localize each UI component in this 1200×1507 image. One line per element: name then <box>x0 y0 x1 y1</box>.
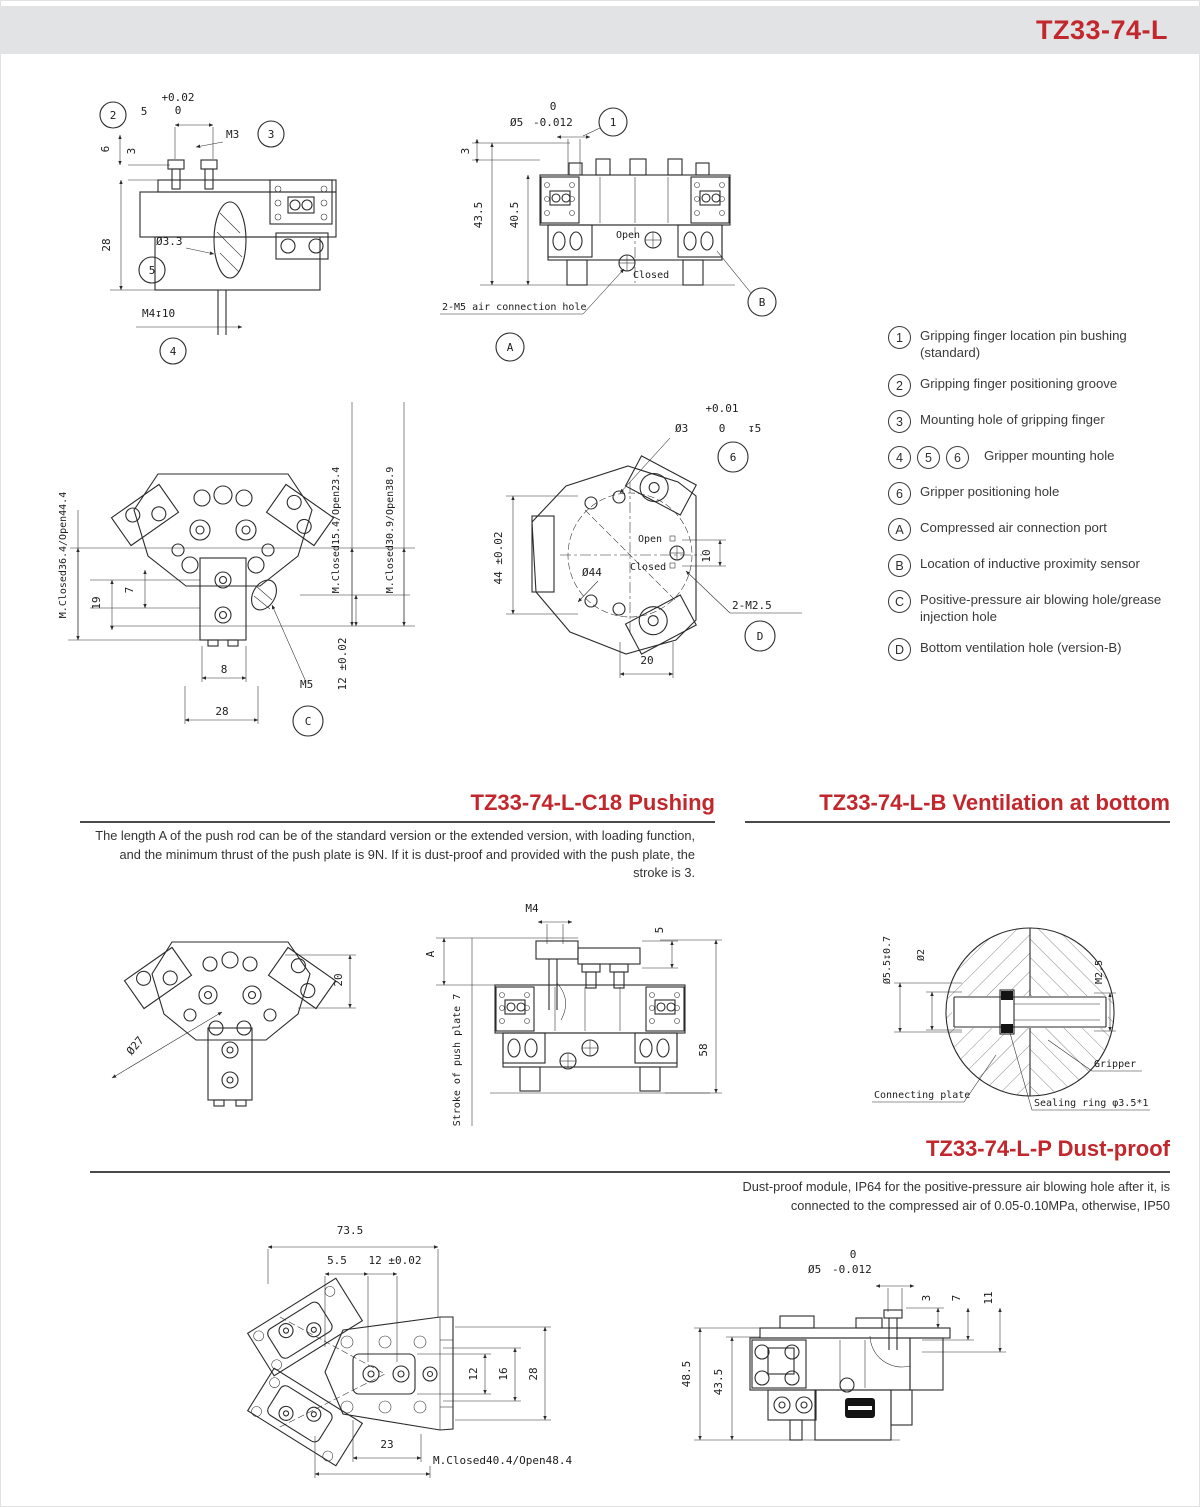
dim-m3: M3 <box>226 128 240 141</box>
label-connecting-plate: Connecting plate <box>874 1090 971 1101</box>
dim-dia5: Ø5 <box>808 1263 822 1276</box>
legend-item <box>888 484 1188 505</box>
dim-43-5: 43.5 <box>712 1368 725 1396</box>
dim-3: 3 <box>125 147 138 155</box>
callout-1: 1 <box>609 116 617 129</box>
label-stroke-push-plate: Stroke of push plate 7 <box>452 993 463 1127</box>
dim-tol-minus: -0.012 <box>832 1263 872 1276</box>
legend-badge: C <box>888 590 911 613</box>
legend-text: Gripping finger positioning groove <box>920 376 1118 391</box>
dim-m4: M4 <box>525 902 539 915</box>
dim-43-5: 43.5 <box>472 201 485 229</box>
legend-text: Gripping finger location pin bushing (standard) <box>920 328 1127 360</box>
label-stroke-right-2: M.Closed30.9/Open38.9 <box>385 466 396 594</box>
legend-item <box>888 640 1188 661</box>
title-banner <box>0 6 1200 54</box>
dustproof-rule <box>90 1171 1170 1173</box>
callout-4: 4 <box>169 345 177 358</box>
callout-B: B <box>758 296 766 309</box>
dim-28: 28 <box>215 705 229 718</box>
legend-item <box>888 412 1188 433</box>
dim-dia5: Ø5 <box>510 116 524 129</box>
dim-44-tol: 44 ±0.02 <box>492 531 505 585</box>
dim-tol-minus: -0.012 <box>533 116 573 129</box>
legend-item <box>888 592 1188 625</box>
dim-5-5: 5.5 <box>327 1254 347 1267</box>
dim-20: 20 <box>332 973 345 987</box>
dim-dia27: Ø27 <box>123 1033 147 1058</box>
heading-pushing: TZ33-74-L-C18 Pushing <box>80 790 715 823</box>
dim-dia5-5-depth: Ø5.5↧0.7 <box>882 935 893 985</box>
callout-6: 6 <box>729 451 737 464</box>
legend-text: Bottom ventilation hole (version-B) <box>920 640 1122 655</box>
legend-item <box>888 376 1188 397</box>
dim-28: 28 <box>100 238 113 252</box>
callout-D: D <box>756 630 764 643</box>
legend <box>888 328 1188 676</box>
dim-8: 8 <box>220 663 228 676</box>
dim-m5: M5 <box>300 678 314 691</box>
drawing-dustproof-top <box>225 1222 615 1507</box>
dim-28: 28 <box>527 1367 540 1381</box>
dim-a: A <box>424 950 437 958</box>
dim-11: 11 <box>982 1291 995 1305</box>
legend-badge: 3 <box>888 410 911 433</box>
legend-text: Gripper positioning hole <box>920 484 1060 499</box>
dim-23: 23 <box>380 1438 394 1451</box>
label-gripper: Gripper <box>1094 1059 1137 1070</box>
paragraph-pushing: The length A of the push rod can be of the standard version or the extended version, with loading function, and the minimum thrust of the push plate is 9N. If it is dust-proof and provided with the push plate, the stroke is 3. <box>95 828 695 881</box>
dim-tol-zero: 0 <box>174 104 182 117</box>
dim-tol-zero: 0 <box>549 100 557 113</box>
dim-dia44: Ø44 <box>582 566 602 579</box>
dim-16: 16 <box>497 1367 510 1381</box>
paragraph-dustproof: Dust-proof module, IP64 for the positive-pressure air blowing hole after it, is connected to the compressed air of 0.05-0.10MPa, otherwise, IP50 <box>742 1179 1170 1213</box>
legend-badge: 6 <box>946 446 969 469</box>
label-sealing-ring: Sealing ring φ3.5*1 <box>1034 1098 1149 1109</box>
label-closed: Closed <box>633 270 670 281</box>
dim-58: 58 <box>697 1043 710 1057</box>
legend-item <box>888 448 1188 469</box>
legend-item <box>888 556 1188 577</box>
drawing-pushing-front <box>80 900 400 1140</box>
callout-2: 2 <box>109 109 117 122</box>
dim-5: 5 <box>653 926 666 934</box>
legend-badge: 6 <box>888 482 911 505</box>
label-open: Open <box>616 230 641 241</box>
dim-40-5: 40.5 <box>508 201 521 229</box>
drawing-dustproof-side <box>660 1240 1010 1475</box>
dim-m2-5: M2.5 <box>1094 959 1105 985</box>
legend-text: Location of inductive proximity sensor <box>920 556 1140 571</box>
note-air-connection: 2-M5 air connection hole <box>442 302 587 313</box>
dim-5: 5 <box>140 105 148 118</box>
dim-tol-plus: +0.01 <box>705 402 739 415</box>
legend-badge: 2 <box>888 374 911 397</box>
legend-badge: D <box>888 638 911 661</box>
drawing-bottom-view <box>470 390 830 720</box>
legend-item <box>888 328 1188 361</box>
legend-badge: B <box>888 554 911 577</box>
dim-12-tol: 12 ±0.02 <box>368 1254 422 1267</box>
legend-text: Positive-pressure air blowing hole/grease injection hole <box>920 592 1162 624</box>
dim-3: 3 <box>459 147 472 155</box>
dim-dia3: Ø3 <box>675 422 689 435</box>
callout-3: 3 <box>267 128 275 141</box>
dim-dia-3-3: Ø3.3 <box>156 235 183 248</box>
callout-5: 5 <box>148 264 156 277</box>
label-open: Open <box>638 534 663 545</box>
drawing-front-view <box>420 85 780 375</box>
dim-10: 10 <box>700 549 713 563</box>
dim-12: 12 <box>467 1367 480 1381</box>
drawing-side-view <box>80 85 380 375</box>
dim-19: 19 <box>90 596 103 610</box>
heading-ventilation: TZ33-74-L-B Ventilation at bottom <box>745 790 1170 823</box>
heading-dustproof: TZ33-74-L-P Dust-proof <box>925 1136 1170 1161</box>
callout-A: A <box>506 341 514 354</box>
drawing-ventilation-detail <box>862 900 1194 1130</box>
label-stroke-left: M.Closed36.4/Open44.4 <box>58 491 69 619</box>
legend-text: Mounting hole of gripping finger <box>920 412 1105 427</box>
dim-2-m2-5: 2-M2.5 <box>732 599 772 612</box>
dim-open-close: M.Closed40.4/Open48.4 <box>433 1454 573 1467</box>
dim-tol-zero: 0 <box>718 422 726 435</box>
dim-depth-5: ↧5 <box>748 422 762 435</box>
legend-badge: 4 <box>888 446 911 469</box>
page-title: TZ33-74-L <box>1035 14 1168 45</box>
dim-dia2: Ø2 <box>916 948 927 962</box>
legend-text: Gripper mounting hole <box>984 448 1115 463</box>
legend-item <box>888 520 1188 541</box>
label-stroke-right-1: M.Closed15.4/Open23.4 <box>331 466 342 594</box>
legend-badge: A <box>888 518 911 541</box>
dim-6: 6 <box>99 145 112 153</box>
legend-text: Compressed air connection port <box>920 520 1107 535</box>
dim-m4-depth: M4↧10 <box>142 307 176 320</box>
dim-12-tol: 12 ±0.02 <box>336 637 349 691</box>
legend-badge: 5 <box>917 446 940 469</box>
dim-7: 7 <box>123 586 136 594</box>
dim-tol-plus: +0.02 <box>161 91 195 104</box>
dim-3: 3 <box>920 1294 933 1302</box>
dim-48-5: 48.5 <box>680 1360 693 1388</box>
drawing-open-close-view <box>50 390 430 740</box>
dim-73-5: 73.5 <box>336 1224 364 1237</box>
drawing-pushing-section <box>420 888 740 1150</box>
dim-tol-zero: 0 <box>849 1248 857 1261</box>
dim-7: 7 <box>950 1294 963 1302</box>
label-closed: Closed <box>630 562 667 573</box>
dim-20: 20 <box>640 654 654 667</box>
callout-C: C <box>304 715 312 728</box>
legend-badge: 1 <box>888 326 911 349</box>
